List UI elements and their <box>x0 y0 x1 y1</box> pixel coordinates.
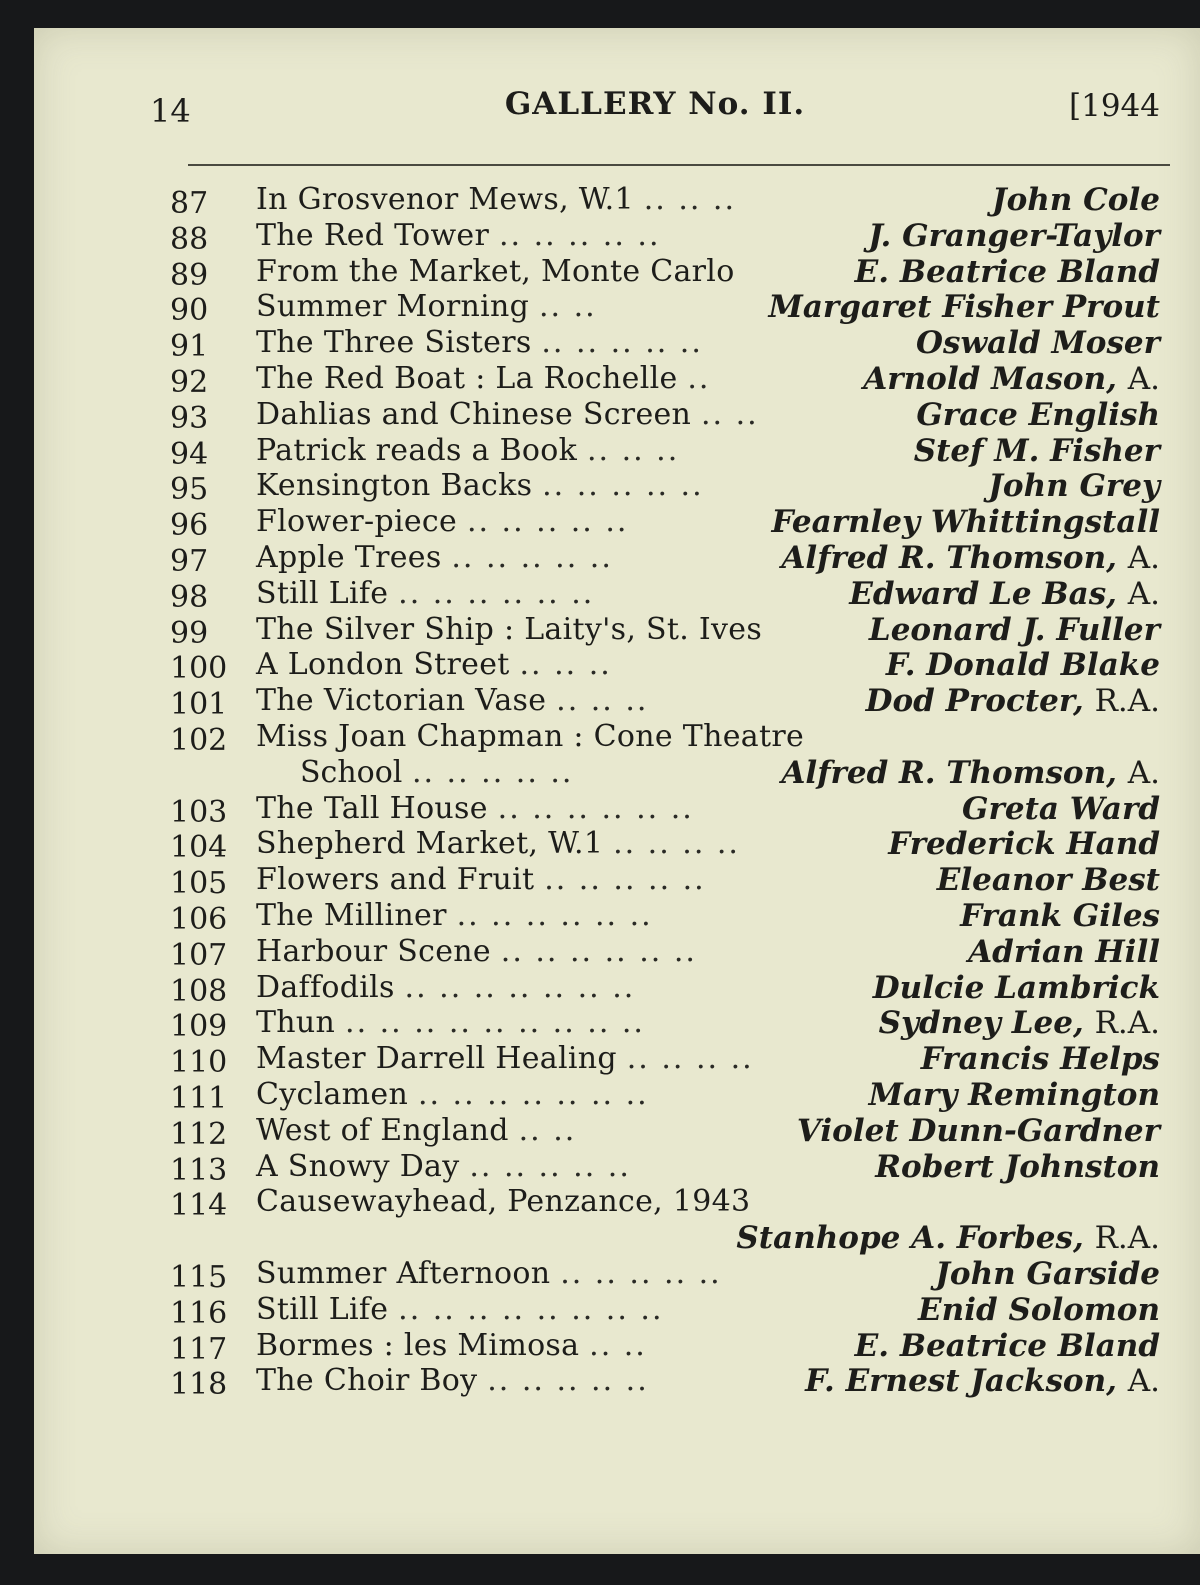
leader-dots: .. .. .. .. .. .. <box>456 897 653 933</box>
exhibit-number: 110 <box>170 1045 228 1081</box>
artist-credit <box>863 361 1160 397</box>
exhibit-number: 92 <box>170 364 209 400</box>
list-item <box>170 933 1160 973</box>
exhibit-title-line <box>256 898 653 934</box>
exhibit-title-line <box>256 1149 631 1185</box>
exhibit-title: Bormes : les Mimosa <box>256 1327 580 1363</box>
exhibit-number: 109 <box>170 1009 228 1045</box>
exhibit-title-line <box>256 1256 722 1292</box>
gallery-title: GALLERY No. II. <box>504 86 806 122</box>
exhibit-title-line <box>256 683 648 719</box>
exhibit-title: Thun <box>256 1005 336 1041</box>
exhibit-number: 103 <box>170 794 228 830</box>
academy-suffix: A. <box>1127 575 1160 612</box>
exhibit-title-line <box>256 1041 754 1077</box>
leader-dots: .. .. .. .. .. <box>544 862 706 898</box>
leader-dots: .. .. .. .. .. .. .. .. .. <box>345 1005 645 1041</box>
list-item <box>170 575 1160 615</box>
artist-credit <box>937 862 1160 898</box>
artist-name: Dod Procter, <box>865 683 1084 720</box>
exhibit-title-line <box>256 1328 647 1364</box>
leader-dots: .. <box>687 360 711 396</box>
artist-credit <box>797 1113 1160 1149</box>
exhibit-title-line <box>256 934 697 970</box>
artist-name: Greta Ward <box>962 790 1160 827</box>
artist-credit <box>781 755 1160 791</box>
leader-dots: .. .. .. .. .. .. .. <box>404 969 636 1005</box>
exhibit-title: Apple Trees <box>256 539 442 575</box>
exhibit-number: 105 <box>170 866 228 902</box>
exhibit-title-line <box>256 719 804 755</box>
artist-name: E. Beatrice Bland <box>854 253 1160 290</box>
exhibit-number: 118 <box>170 1367 228 1403</box>
artist-name: Edward Le Bas, <box>849 575 1117 612</box>
list-item <box>170 1005 1160 1045</box>
artist-credit <box>916 325 1160 361</box>
leader-dots: .. .. .. .. .. <box>411 754 574 790</box>
artist-credit <box>873 970 1160 1006</box>
leader-dots: .. .. <box>518 1112 577 1148</box>
list-item <box>170 826 1160 866</box>
artist-name: John Cole <box>991 182 1160 218</box>
artist-name: Frank Giles <box>960 897 1160 934</box>
leader-dots: .. .. <box>589 1327 647 1363</box>
exhibit-number: 101 <box>170 687 228 723</box>
exhibit-title-line <box>256 1292 664 1328</box>
exhibit-title-line <box>256 612 762 648</box>
exhibit-title: Flowers and Fruit <box>256 862 535 898</box>
exhibit-title-line <box>256 1184 750 1220</box>
artist-name: Eleanor Best <box>936 862 1160 899</box>
exhibit-title-line <box>256 1113 576 1149</box>
exhibit-title-line <box>256 1363 649 1399</box>
exhibit-title-line <box>256 325 703 361</box>
exhibit-number: 111 <box>170 1080 228 1116</box>
exhibit-title: A Snowy Day <box>256 1148 460 1184</box>
exhibit-number: 98 <box>170 579 209 615</box>
artist-credit <box>992 182 1160 218</box>
exhibit-title: In Grosvenor Mews, W.1 <box>256 182 634 217</box>
leader-dots: .. .. .. .. .. <box>560 1255 722 1291</box>
leader-dots: .. .. .. <box>586 432 680 468</box>
exhibit-title: The Victorian Vase <box>256 683 547 719</box>
header-rule <box>188 164 1170 166</box>
list-item <box>170 647 1160 687</box>
leader-dots: .. .. .. .. .. .. .. .. <box>398 1291 664 1327</box>
artist-credit <box>772 504 1160 540</box>
artist-name: F. Donald Blake <box>885 647 1160 684</box>
list-item <box>170 862 1160 902</box>
artist-name: John Garside <box>935 1255 1160 1292</box>
list-item <box>170 969 1160 1009</box>
artist-name: Fearnley Whittingstall <box>771 504 1160 541</box>
artist-credit <box>879 1005 1160 1041</box>
list-item <box>170 1112 1160 1152</box>
leader-dots: .. .. .. .. .. .. <box>398 575 595 611</box>
artist-credit <box>781 540 1160 576</box>
exhibit-number: 90 <box>170 293 209 329</box>
leader-dots: .. .. .. <box>643 182 737 217</box>
list-item <box>170 1076 1160 1116</box>
artist-name: Frederick Hand <box>888 826 1160 863</box>
exhibit-title: Kensington Backs <box>256 468 533 504</box>
academy-suffix: R.A. <box>1094 1005 1160 1042</box>
artist-credit <box>960 898 1160 934</box>
artist-name: Violet Dunn-Gardner <box>796 1112 1160 1149</box>
exhibit-title: Still Life <box>256 575 389 611</box>
exhibit-number: 112 <box>170 1116 228 1152</box>
leader-dots: .. .. .. .. .. <box>541 325 703 361</box>
leader-dots: .. .. .. .. .. .. <box>500 933 697 969</box>
exhibit-title-line <box>256 540 613 576</box>
exhibit-title-line <box>256 361 710 397</box>
artist-name: Leonard J. Fuller <box>868 611 1160 648</box>
exhibit-number: 106 <box>170 901 228 937</box>
exhibit-title: From the Market, Monte Carlo <box>256 253 735 289</box>
artist-credit <box>918 1292 1160 1328</box>
leader-dots: .. .. .. .. .. <box>487 1363 649 1399</box>
artist-credit <box>914 433 1160 469</box>
exhibit-title: Summer Morning <box>256 289 530 325</box>
exhibit-title-line <box>256 576 594 612</box>
artist-name: Adrian Hill <box>968 933 1160 970</box>
exhibit-number: 117 <box>170 1331 228 1367</box>
exhibit-title-line <box>256 862 706 898</box>
list-item <box>170 1363 1160 1403</box>
list-item <box>170 539 1160 579</box>
exhibit-title: West of England <box>256 1112 509 1148</box>
list-item <box>170 289 1160 329</box>
list-item <box>170 325 1160 365</box>
exhibit-title-line <box>256 826 740 862</box>
exhibit-number: 91 <box>170 329 209 365</box>
artist-credit <box>988 468 1160 504</box>
exhibit-title: Patrick reads a Book <box>256 432 578 468</box>
exhibit-number: 113 <box>170 1152 228 1188</box>
artist-name: Sydney Lee, <box>878 1005 1084 1042</box>
artist-credit <box>866 683 1160 719</box>
list-item <box>170 432 1160 472</box>
academy-suffix: R.A. <box>1094 1220 1160 1257</box>
artist-name: Alfred R. Thomson, <box>781 539 1117 576</box>
exhibit-title: The Choir Boy <box>256 1363 478 1399</box>
list-item <box>170 611 1160 651</box>
academy-suffix: A. <box>1127 754 1160 791</box>
exhibit-number: 114 <box>170 1188 228 1224</box>
exhibit-number: 115 <box>170 1259 228 1295</box>
artist-credit <box>869 612 1160 648</box>
exhibit-title: Master Darrell Healing <box>256 1041 617 1077</box>
artist-name: Arnold Mason, <box>863 360 1117 397</box>
list-item <box>170 719 1160 791</box>
exhibit-list <box>170 182 1160 1403</box>
artist-credit <box>805 1363 1160 1399</box>
exhibit-title-line <box>256 970 635 1006</box>
exhibit-title-line <box>256 504 628 540</box>
artist-name: Enid Solomon <box>918 1291 1160 1328</box>
list-item <box>170 396 1160 436</box>
list-item <box>170 217 1160 257</box>
leader-dots: .. .. .. .. <box>613 826 740 862</box>
exhibit-title-line <box>256 182 736 218</box>
exhibit-number: 88 <box>170 221 209 257</box>
exhibit-title: The Milliner <box>256 897 447 933</box>
artist-credit <box>968 934 1160 970</box>
artist-name: Mary Remington <box>868 1076 1160 1113</box>
exhibit-number: 93 <box>170 400 209 436</box>
artist-credit <box>935 1256 1160 1292</box>
exhibit-title: A London Street <box>256 647 510 683</box>
exhibit-number: 96 <box>170 508 209 544</box>
exhibit-number: 107 <box>170 937 228 973</box>
exhibit-title-line <box>256 647 612 683</box>
leader-dots: .. .. .. .. <box>626 1041 754 1077</box>
leader-dots: .. .. .. .. .. <box>542 468 704 504</box>
artist-name: Stef M. Fisher <box>913 432 1160 469</box>
exhibit-title: Still Life <box>256 1291 389 1327</box>
list-item <box>170 1184 1160 1256</box>
leader-dots: .. .. .. .. .. <box>469 1148 631 1184</box>
exhibit-title: Harbour Scene <box>256 933 491 969</box>
artist-name: E. Beatrice Bland <box>854 1327 1160 1364</box>
exhibit-title-line <box>256 218 660 254</box>
leader-dots: .. .. .. .. .. <box>451 539 613 575</box>
list-item <box>170 468 1160 508</box>
list-item <box>170 504 1160 544</box>
exhibit-title: Miss Joan Chapman : Cone Theatre <box>256 718 805 754</box>
list-item <box>170 360 1160 400</box>
artist-credit <box>962 791 1160 827</box>
leader-dots: .. .. .. .. .. <box>498 217 661 253</box>
leader-dots: .. .. .. .. .. <box>466 504 629 540</box>
exhibit-title: Daffodils <box>256 969 395 1005</box>
academy-suffix: A. <box>1127 360 1160 397</box>
list-item <box>170 1255 1160 1295</box>
exhibit-title-line <box>256 254 735 290</box>
artist-name: Francis Helps <box>920 1041 1160 1078</box>
artist-credit <box>875 1149 1160 1185</box>
exhibit-number: 102 <box>170 722 228 758</box>
academy-suffix: A. <box>1127 539 1160 576</box>
exhibit-number: 100 <box>170 651 228 687</box>
exhibit-number: 97 <box>170 543 209 579</box>
exhibit-title: The Red Tower <box>256 217 490 253</box>
page-header <box>150 84 1160 134</box>
artist-name: Margaret Fisher Prout <box>768 289 1160 326</box>
exhibit-title: The Three Sisters <box>256 325 532 361</box>
leader-dots: .. .. <box>701 396 759 432</box>
artist-credit <box>868 218 1160 254</box>
exhibit-title: Cyclamen <box>256 1076 409 1112</box>
exhibit-title: Flower-piece <box>256 504 458 540</box>
artist-name: Robert Johnston <box>875 1148 1160 1185</box>
exhibit-title-line <box>256 468 704 504</box>
list-item <box>170 790 1160 830</box>
artist-credit <box>849 576 1160 612</box>
artist-name: J. Granger-Taylor <box>868 217 1160 254</box>
list-item <box>170 897 1160 937</box>
artist-credit <box>916 397 1160 433</box>
artist-credit <box>886 647 1160 683</box>
exhibit-title-line <box>256 791 694 827</box>
exhibit-number: 94 <box>170 436 209 472</box>
leader-dots: .. .. .. <box>556 683 649 719</box>
artist-name: F. Ernest Jackson, <box>805 1363 1117 1400</box>
leader-dots: .. .. .. .. .. .. <box>497 790 694 826</box>
artist-credit <box>888 826 1160 862</box>
exhibit-title: Summer Afternoon <box>256 1255 551 1291</box>
academy-suffix: A. <box>1127 1363 1160 1400</box>
leader-dots: .. .. .. <box>519 647 612 683</box>
artist-name: Grace English <box>916 396 1160 433</box>
exhibit-title-line <box>256 1077 649 1113</box>
list-item <box>170 1148 1160 1188</box>
artist-credit <box>736 1220 1160 1256</box>
exhibit-number: 108 <box>170 973 228 1009</box>
exhibit-title-line <box>256 289 597 325</box>
list-item <box>170 1327 1160 1367</box>
exhibit-title-line <box>256 1005 645 1041</box>
artist-name: Oswald Moser <box>916 325 1160 362</box>
exhibit-title-line <box>256 397 759 433</box>
list-item <box>170 1041 1160 1081</box>
exhibit-number: 116 <box>170 1295 228 1331</box>
exhibit-number: 99 <box>170 615 209 651</box>
exhibit-title-continuation: School <box>300 754 403 790</box>
list-item <box>170 1291 1160 1331</box>
list-item <box>170 683 1160 723</box>
artist-credit <box>769 289 1160 325</box>
academy-suffix: R.A. <box>1094 683 1160 720</box>
artist-credit <box>855 1328 1160 1364</box>
leader-dots: .. .. .. .. .. .. .. <box>417 1076 649 1112</box>
list-item <box>170 253 1160 293</box>
exhibit-title: Dahlias and Chinese Screen <box>256 396 692 432</box>
artist-name: Alfred R. Thomson, <box>781 754 1117 791</box>
leader-dots: .. .. <box>539 289 597 325</box>
artist-name: John Grey <box>988 468 1160 505</box>
artist-credit <box>855 254 1160 290</box>
exhibit-title-continuation-line <box>300 755 573 791</box>
artist-credit <box>921 1041 1160 1077</box>
exhibit-title-line <box>256 433 679 469</box>
exhibit-title: The Silver Ship : Laity's, St. Ives <box>256 611 763 647</box>
exhibit-number: 95 <box>170 472 209 508</box>
exhibit-number: 89 <box>170 257 209 293</box>
page-number: 14 <box>150 92 191 130</box>
exhibit-number: 87 <box>170 186 209 221</box>
artist-name: Stanhope A. Forbes, <box>736 1220 1084 1257</box>
list-item <box>170 182 1160 221</box>
exhibit-title: The Red Boat : La Rochelle <box>256 360 678 396</box>
catalogue-year: [1944 <box>1069 88 1160 124</box>
exhibit-number: 104 <box>170 830 228 866</box>
exhibit-title: The Tall House <box>256 790 488 826</box>
exhibit-title: Shepherd Market, W.1 <box>256 826 604 862</box>
artist-credit <box>869 1077 1160 1113</box>
artist-name: Dulcie Lambrick <box>872 969 1160 1006</box>
exhibit-title: Causewayhead, Penzance, 1943 <box>256 1184 751 1220</box>
